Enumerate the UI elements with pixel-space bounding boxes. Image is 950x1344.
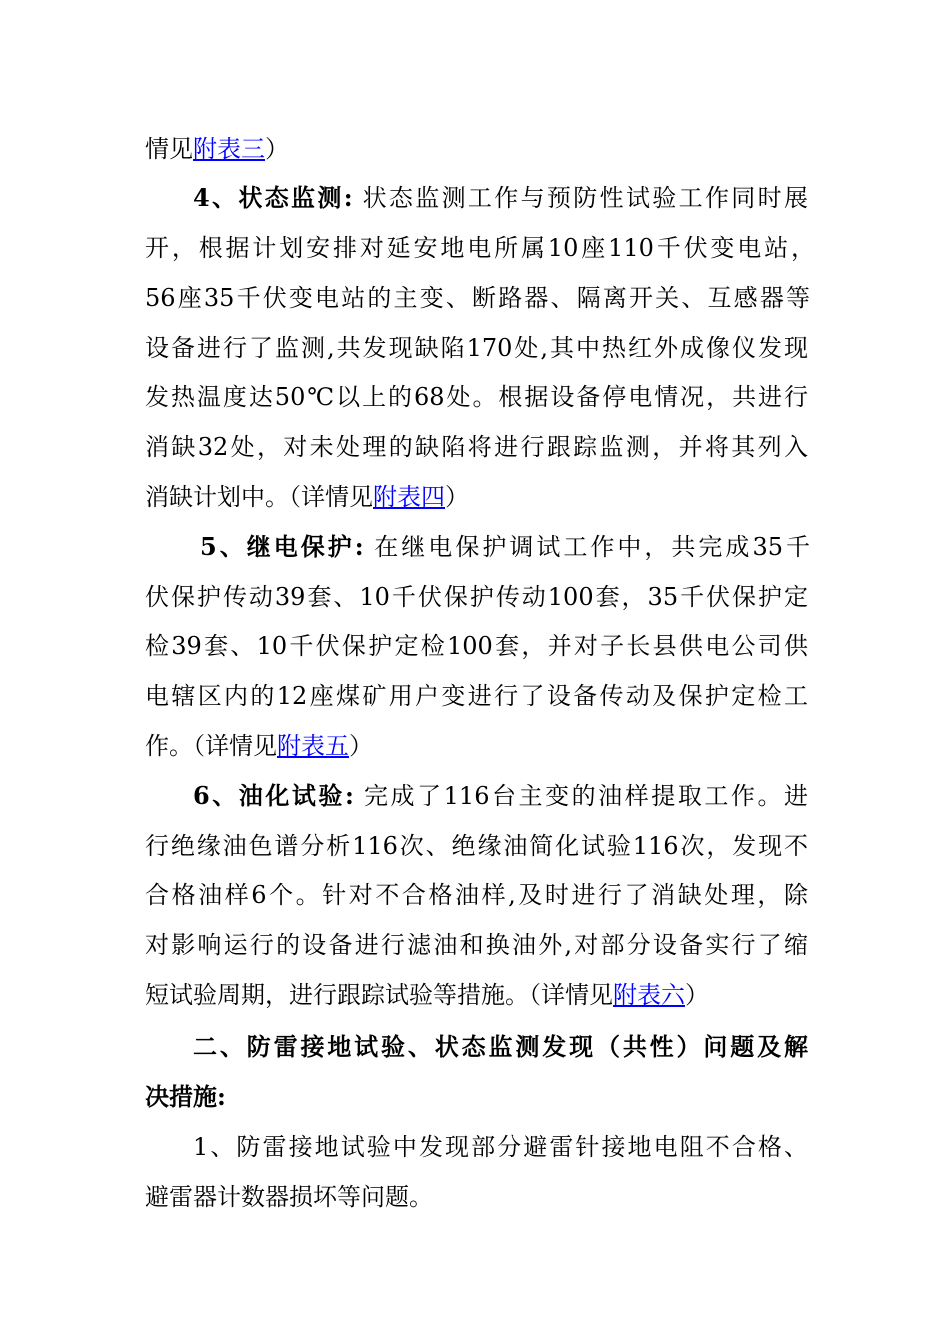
- text-line: [145, 979, 815, 1011]
- text-line: [145, 133, 815, 165]
- text-span: ）: [685, 981, 709, 1009]
- text-span: 作。（详情见: [145, 732, 277, 760]
- text-span: ）: [349, 732, 373, 760]
- appendix-link-5[interactable]: 附表五: [277, 732, 349, 760]
- text-span: 在继电保护调试工作中，共完成35千: [374, 533, 810, 561]
- text-span: 情见: [145, 135, 193, 163]
- text-span: 完成了116台主变的油样提取工作。进: [364, 782, 808, 810]
- text-line: 开，根据计划安排对延安地电所属10座110千伏变电站，: [145, 234, 815, 262]
- text-span: 消缺计划中。（详情见: [145, 483, 373, 511]
- text-line: 行绝缘油色谱分析116次、绝缘油简化试验116次，发现不: [145, 832, 808, 860]
- text-line: 发热温度达50℃以上的68处。根据设备停电情况，共进行: [145, 383, 808, 411]
- text-line: 对影响运行的设备进行滤油和换油外,对部分设备实行了缩: [145, 931, 808, 959]
- paragraph-oil-test-first-line: [193, 780, 808, 812]
- section-heading-continuation: 决措施:: [145, 1082, 226, 1111]
- text-line: 检39套、10千伏保护定检100套，并对子长县供电公司供: [145, 632, 808, 660]
- relay-protection-heading: 5、继电保护:: [200, 532, 364, 561]
- text-line: 伏保护传动39套、10千伏保护传动100套，35千伏保护定: [145, 583, 808, 611]
- text-line: 设备进行了监测,共发现缺陷170处,其中热红外成像仪发现: [145, 334, 808, 362]
- text-line: 56座35千伏变电站的主变、断路器、隔离开关、互感器等: [145, 284, 810, 312]
- text-line: 1、防雷接地试验中发现部分避雷针接地电阻不合格、: [193, 1133, 808, 1161]
- text-line: 电辖区内的12座煤矿用户变进行了设备传动及保护定检工: [145, 682, 808, 710]
- text-span: ）: [445, 483, 469, 511]
- text-span: 短试验周期，进行跟踪试验等措施。（详情见: [145, 981, 613, 1009]
- text-line: 消缺32处，对未处理的缺陷将进行跟踪监测，并将其列入: [145, 433, 808, 461]
- paragraph-status-monitoring-first-line: [193, 182, 808, 214]
- status-monitoring-heading: 4、状态监测:: [193, 183, 353, 212]
- paragraph-relay-protection-first-line: [200, 531, 810, 563]
- appendix-link-4[interactable]: 附表四: [373, 483, 445, 511]
- text-span: 状态监测工作与预防性试验工作同时展: [362, 184, 808, 212]
- text-line: 合格油样6个。针对不合格油样,及时进行了消缺处理，除: [145, 881, 808, 909]
- text-line: 避雷器计数器损坏等问题。: [145, 1183, 433, 1211]
- appendix-link-6[interactable]: 附表六: [613, 981, 685, 1009]
- oil-test-heading: 6、油化试验:: [193, 781, 354, 810]
- text-line: [145, 730, 815, 762]
- text-line: [145, 481, 815, 513]
- appendix-link-3[interactable]: 附表三: [193, 135, 265, 163]
- text-span: ）: [265, 135, 289, 163]
- section-heading: 二、防雷接地试验、状态监测发现（共性）问题及解: [193, 1032, 808, 1061]
